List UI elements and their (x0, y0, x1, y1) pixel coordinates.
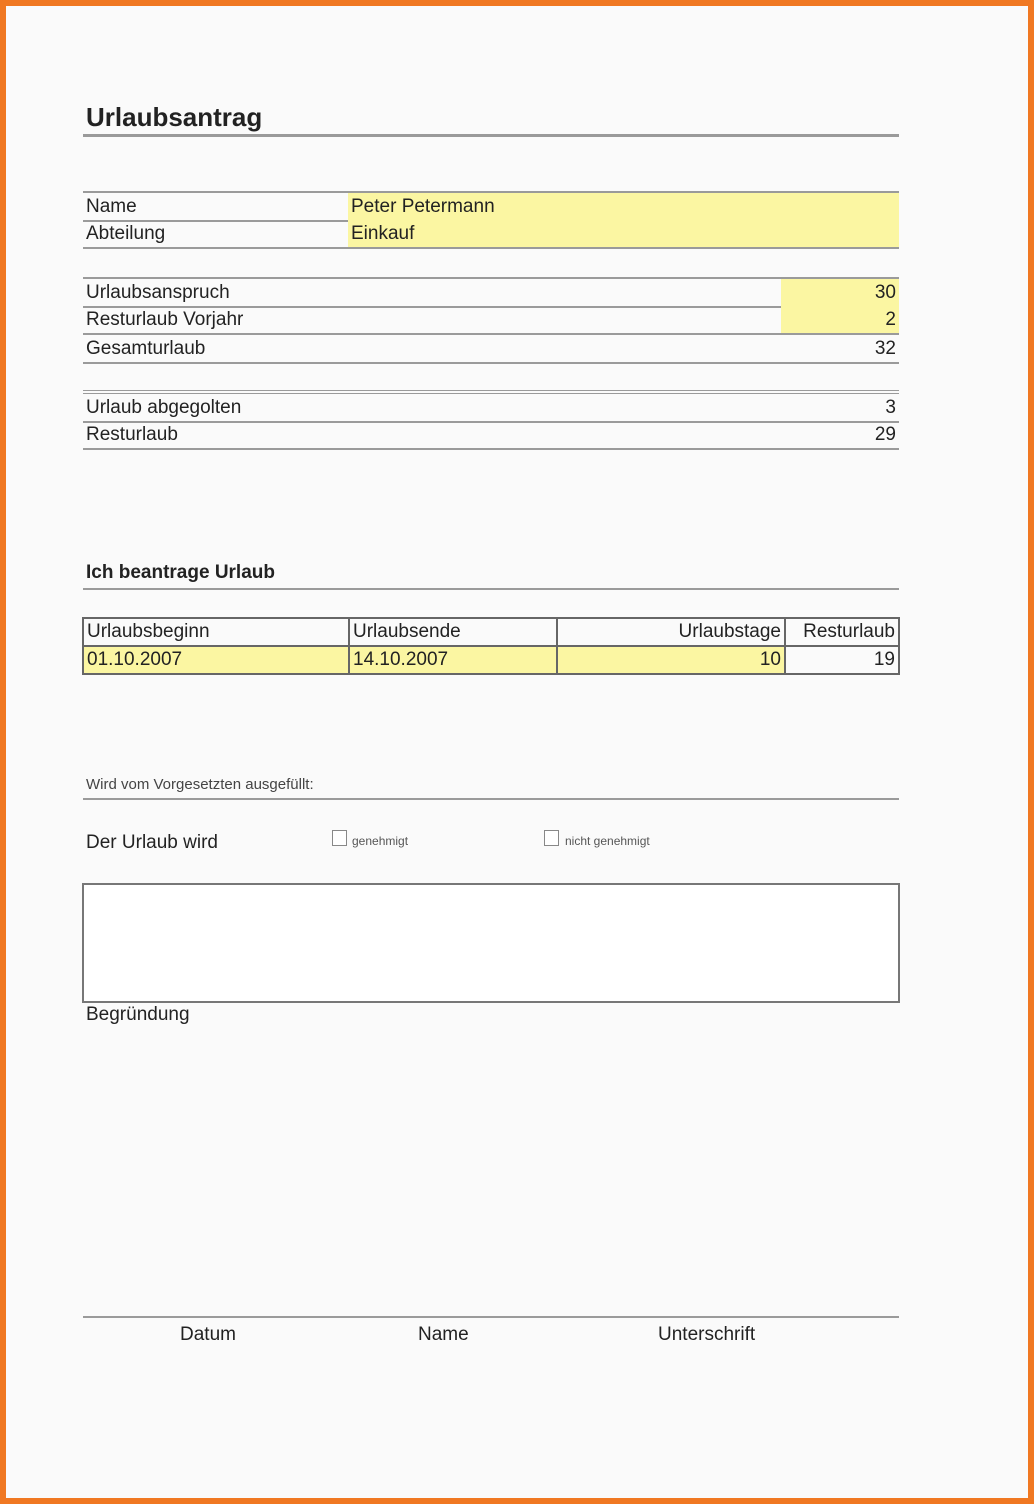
days-field[interactable]: 10 (557, 646, 785, 674)
reason-textarea[interactable] (82, 883, 900, 1003)
signature-rule (83, 1316, 899, 1318)
carryover-row (83, 306, 899, 335)
compensated-label: Urlaub abgegolten (86, 397, 242, 418)
header-remaining: Resturlaub (785, 618, 899, 646)
compensated-value: 3 (885, 397, 896, 418)
request-rule (83, 588, 899, 590)
department-field[interactable]: Einkauf (348, 220, 899, 247)
department-row (83, 220, 899, 249)
header-start: Urlaubsbeginn (83, 618, 349, 646)
entitlement-label: Urlaubsanspruch (86, 282, 230, 303)
name-row (83, 191, 899, 222)
remaining-value: 29 (874, 424, 896, 445)
entitlement-field[interactable]: 30 (781, 279, 899, 306)
supervisor-heading: Wird vom Vorgesetzten ausgefüllt: (86, 776, 314, 793)
name-field[interactable]: Peter Petermann (348, 193, 899, 220)
total-value: 32 (874, 338, 896, 359)
rejected-label: nicht genehmigt (565, 834, 650, 848)
remaining-label: Resturlaub (86, 424, 178, 445)
header-end: Urlaubsende (349, 618, 557, 646)
signer-name-label: Name (418, 1324, 469, 1345)
name-label: Name (86, 196, 137, 217)
remaining-days-value: 19 (785, 646, 899, 674)
request-heading: Ich beantrage Urlaub (86, 562, 275, 583)
signature-label: Unterschrift (658, 1324, 756, 1345)
total-label: Gesamturlaub (86, 338, 206, 359)
compensated-row (83, 390, 899, 423)
header-days: Urlaubstage (557, 618, 785, 646)
request-header-row (83, 618, 899, 646)
end-date-field[interactable]: 14.10.2007 (349, 646, 557, 674)
approved-label: genehmigt (352, 834, 409, 848)
date-label: Datum (180, 1324, 236, 1345)
decision-label: Der Urlaub wird (86, 832, 218, 853)
rejected-checkbox[interactable] (544, 830, 559, 846)
total-row (83, 335, 899, 364)
title-rule (83, 134, 899, 137)
approved-checkbox[interactable] (332, 830, 347, 846)
carryover-field[interactable]: 2 (781, 306, 899, 333)
start-date-field[interactable]: 01.10.2007 (83, 646, 349, 674)
reason-label: Begründung (86, 1004, 190, 1025)
form-title: Urlaubsantrag (86, 102, 263, 132)
entitlement-row (83, 277, 899, 308)
remaining-row (83, 421, 899, 450)
supervisor-rule (83, 798, 899, 800)
request-table (82, 617, 900, 675)
request-value-row (83, 646, 899, 674)
carryover-label: Resturlaub Vorjahr (86, 309, 244, 330)
department-label: Abteilung (86, 223, 166, 244)
